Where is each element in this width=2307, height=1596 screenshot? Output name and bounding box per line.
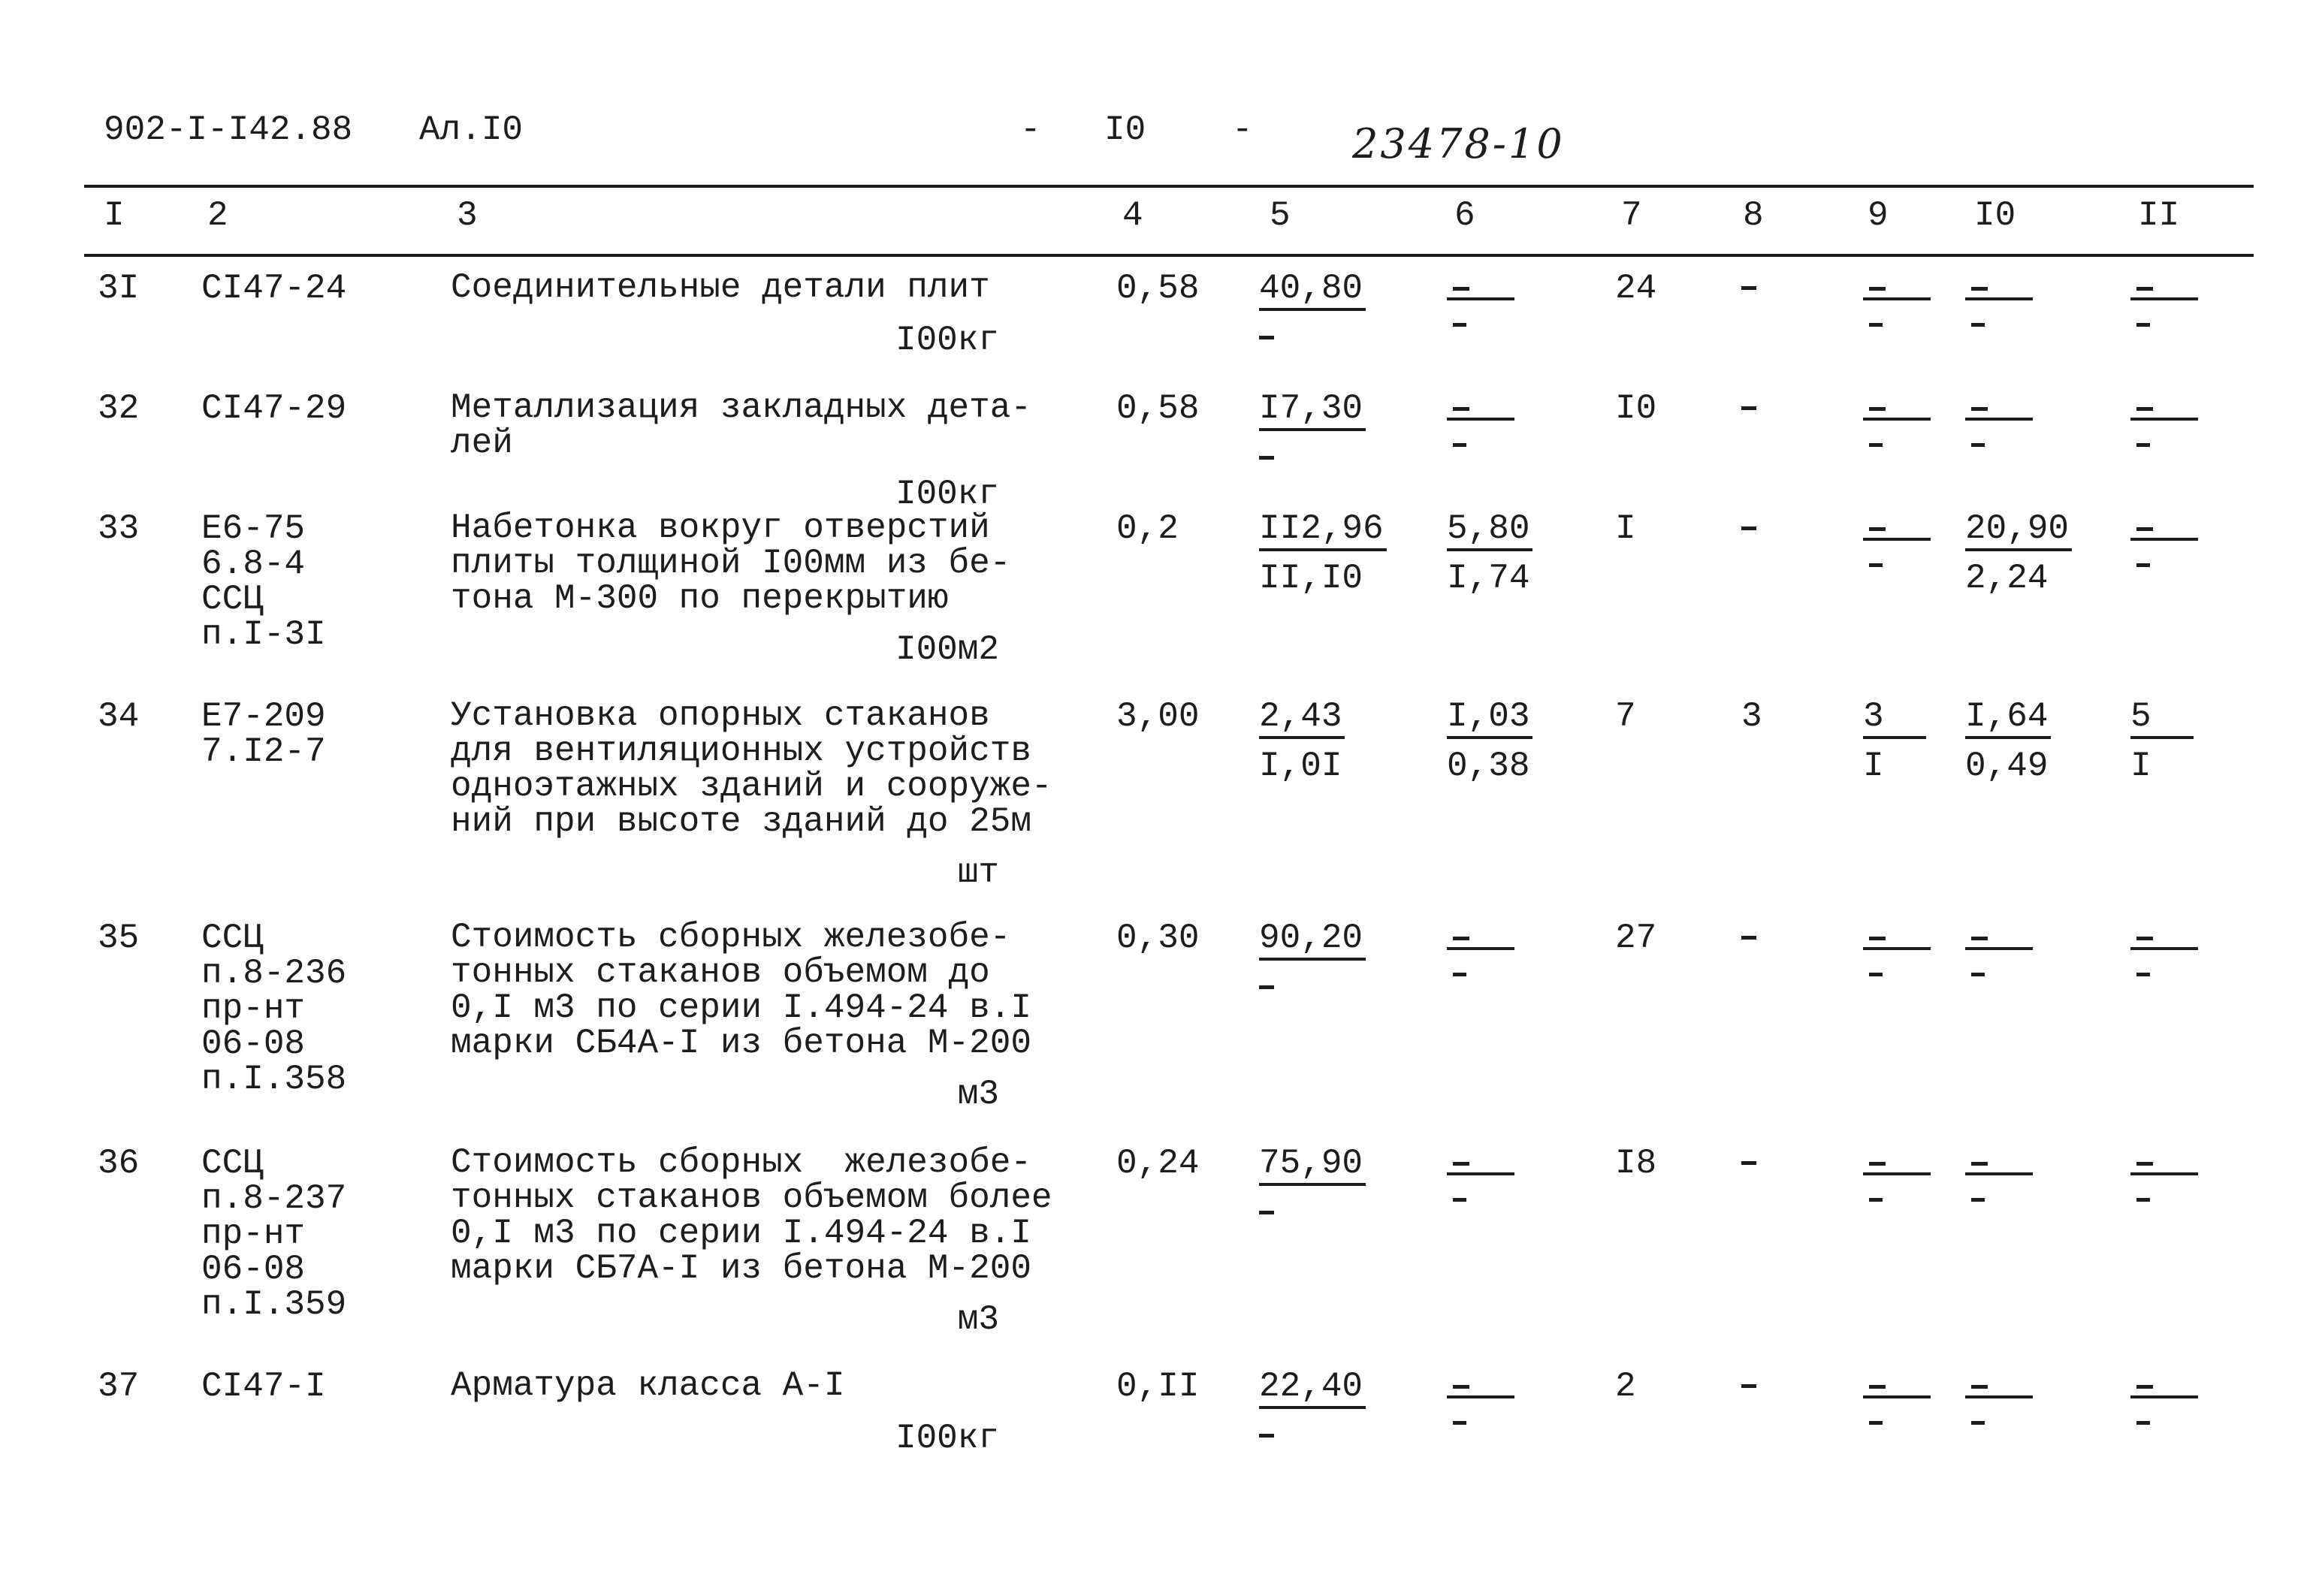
rate-code: пр-нт (201, 989, 306, 1028)
col11-empty-bottom-dash (2136, 563, 2150, 567)
col8-value (1741, 1368, 1756, 1404)
quantity: 3,00 (1116, 697, 1200, 736)
col6-cost-denominator: I,74 (1447, 559, 1530, 598)
col6-cost-denominator: 0,38 (1447, 747, 1530, 786)
work-description: Стоимость сборных железобе- тонных стаканов объемом до 0,I м3 по серии I.494-24 в.I марки СБ4А-I из бетона М-200 (451, 918, 1031, 1063)
col6-empty-bottom-dash (1453, 1198, 1466, 1202)
work-description: Набетонка вокруг отверстий плиты толщиной I00мм из бе- тона М-300 по перекрытию (451, 508, 1011, 618)
col6-empty-bottom-dash (1453, 1421, 1466, 1425)
col8-value (1741, 391, 1756, 427)
col11-empty-top-dash (2136, 937, 2153, 940)
col10-empty-line (1965, 1172, 2033, 1175)
col11-empty-top-dash (2136, 1162, 2153, 1166)
col9-empty-line (1863, 297, 1931, 300)
col5-cost-numerator: I7,30 (1259, 391, 1366, 431)
col9-empty (1863, 920, 1931, 988)
col8-value (1741, 1145, 1756, 1181)
row-number: 33 (98, 509, 140, 548)
col10-value-numerator: I,64 (1965, 698, 2051, 739)
col5-cost-denominator (1259, 440, 1366, 476)
col5-cost-numerator: 2,43 (1259, 698, 1345, 739)
col11-empty-line (2130, 947, 2198, 950)
col9-value (1863, 698, 1926, 784)
work-description: Металлизация закладных дета- лей (451, 388, 1031, 463)
col11-empty-line (2130, 418, 2198, 421)
rate-code: ССЦ (201, 919, 264, 958)
col6-empty-top-dash (1453, 287, 1469, 291)
col11-empty (2130, 1145, 2198, 1213)
col10-value-numerator: 20,90 (1965, 511, 2072, 551)
unit-of-measure: м3 (957, 1300, 999, 1339)
col9-empty-line (1863, 418, 1931, 421)
col5-cost-denominator (1259, 1195, 1366, 1231)
work-description: Соединительные детали плит (451, 268, 990, 307)
col9-empty-top-dash (1869, 1385, 1886, 1389)
col10-empty-bottom-dash (1971, 973, 1985, 976)
col9-empty (1863, 391, 1931, 458)
col11-empty-top-dash (2136, 527, 2153, 531)
rate-code: 7.I2-7 (201, 732, 326, 771)
col9-empty-bottom-dash (1869, 1198, 1883, 1202)
row-number: 35 (98, 919, 140, 958)
col5-cost (1259, 1145, 1366, 1231)
col-num-8: 8 (1743, 196, 1764, 235)
dash-mark (1259, 336, 1274, 339)
col9-empty-bottom-dash (1869, 563, 1883, 567)
rate-code: ССЦ (201, 580, 264, 619)
rate-code: CI47-I (201, 1367, 326, 1406)
col6-empty-top-dash (1453, 1162, 1469, 1166)
col8-value: 3 (1741, 697, 1762, 736)
rate-code: пр-нт (201, 1214, 306, 1254)
rate-code: 6.8-4 (201, 545, 306, 584)
col5-cost-numerator: II2,96 (1259, 511, 1387, 551)
col11-empty-line (2130, 297, 2198, 300)
col5-cost (1259, 391, 1366, 476)
header-rule-bottom (84, 254, 2254, 257)
work-description: Установка опорных стаканов для вентиляционных устройств одноэтажных зданий и сооруже- ний при высоте зданий до 25м (451, 696, 1052, 841)
header-rule-top (84, 185, 2254, 188)
col10-empty-top-dash (1971, 1385, 1988, 1389)
col-num-11: II (2138, 196, 2180, 235)
col11-empty-line (2130, 1395, 2198, 1398)
col6-empty-line (1447, 297, 1514, 300)
col9-empty-line (1863, 538, 1931, 541)
col11-empty (2130, 511, 2198, 578)
page-number: I0 (1104, 110, 1146, 149)
col7-value: 2 (1615, 1367, 1636, 1406)
col7-value: I (1615, 509, 1636, 548)
col10-empty-top-dash (1971, 287, 1988, 291)
col6-empty-line (1447, 418, 1514, 421)
col9-empty (1863, 1368, 1931, 1436)
col5-cost-denominator: I,0I (1259, 747, 1342, 786)
inventory-number: 23478-10 (1352, 120, 1565, 167)
col10-empty-line (1965, 297, 2033, 300)
col10-empty-bottom-dash (1971, 1198, 1985, 1202)
col5-cost (1259, 1368, 1366, 1454)
col7-value: I0 (1615, 389, 1657, 428)
rate-code: п.I.359 (201, 1285, 347, 1324)
col10-empty-top-dash (1971, 1162, 1988, 1166)
col9-empty-line (1863, 1395, 1931, 1398)
dash-mark (1741, 1384, 1756, 1388)
col8-value (1741, 511, 1756, 547)
unit-of-measure: шт (957, 853, 999, 892)
col11-empty-top-dash (2136, 407, 2153, 411)
rate-code: CI47-29 (201, 389, 347, 428)
row-number: 34 (98, 697, 140, 736)
col5-cost-denominator (1259, 320, 1366, 356)
col9-empty-top-dash (1869, 937, 1886, 940)
col6-empty-top-dash (1453, 1385, 1469, 1389)
col10-empty-bottom-dash (1971, 323, 1985, 327)
col5-cost-numerator: 22,40 (1259, 1368, 1366, 1409)
col9-empty (1863, 270, 1931, 338)
row-number: 36 (98, 1144, 140, 1183)
col6-empty-bottom-dash (1453, 323, 1466, 327)
rate-code: CI47-24 (201, 269, 347, 308)
col7-value: 7 (1615, 697, 1636, 736)
col7-value: I8 (1615, 1144, 1657, 1183)
row-number: 32 (98, 389, 140, 428)
col9-empty (1863, 1145, 1931, 1213)
col10-value (1965, 698, 2051, 784)
quantity: 0,58 (1116, 269, 1200, 308)
work-description: Арматура класса А-I (451, 1366, 845, 1405)
dash-mark (1741, 286, 1756, 290)
dash-mark (1259, 456, 1274, 460)
col11-empty (2130, 391, 2198, 458)
col11-empty-bottom-dash (2136, 1198, 2150, 1202)
dash-mark (1259, 1434, 1274, 1438)
unit-of-measure: I00м2 (895, 630, 999, 669)
col10-empty-top-dash (1971, 937, 1988, 940)
col9-empty (1863, 511, 1931, 578)
col6-cost-numerator: 5,80 (1447, 511, 1532, 551)
col11-empty-bottom-dash (2136, 1421, 2150, 1425)
col5-cost-denominator (1259, 1418, 1366, 1454)
col10-empty (1965, 270, 2033, 338)
dash-mark (1259, 1211, 1274, 1214)
page-dash-left: - (1020, 110, 1041, 149)
col-num-7: 7 (1621, 196, 1642, 235)
rate-code: ССЦ (201, 1144, 264, 1183)
col5-cost-numerator: 75,90 (1259, 1145, 1366, 1186)
col10-empty-bottom-dash (1971, 443, 1985, 447)
col10-empty (1965, 1368, 2033, 1436)
dash-mark (1741, 936, 1756, 940)
col11-empty-bottom-dash (2136, 973, 2150, 976)
col9-empty-top-dash (1869, 527, 1886, 531)
dash-mark (1259, 985, 1274, 989)
col5-cost (1259, 511, 1387, 596)
col-num-4: 4 (1122, 196, 1143, 235)
col7-value: 24 (1615, 269, 1657, 308)
dash-mark (1741, 1161, 1756, 1165)
col10-empty-bottom-dash (1971, 1421, 1985, 1425)
col8-value (1741, 270, 1756, 306)
row-number: 3I (98, 269, 140, 308)
col11-value-denominator: I (2130, 747, 2151, 786)
quantity: 0,24 (1116, 1144, 1200, 1183)
col10-value-denominator: 2,24 (1965, 559, 2049, 598)
col11-empty-bottom-dash (2136, 323, 2150, 327)
quantity: 0,58 (1116, 389, 1200, 428)
rate-code: E7-209 (201, 697, 326, 736)
rate-code: 06-08 (201, 1250, 306, 1289)
col10-value (1965, 511, 2072, 596)
col9-empty-line (1863, 1172, 1931, 1175)
col6-cost-numerator: I,03 (1447, 698, 1532, 739)
col9-empty-bottom-dash (1869, 443, 1883, 447)
col6-empty (1447, 391, 1514, 458)
col-num-9: 9 (1868, 196, 1889, 235)
col6-empty-bottom-dash (1453, 443, 1466, 447)
col5-cost (1259, 698, 1345, 784)
col-num-6: 6 (1454, 196, 1475, 235)
dash-mark (1741, 406, 1756, 410)
col10-empty-line (1965, 418, 2033, 421)
rate-code: п.I.358 (201, 1060, 347, 1099)
col5-cost (1259, 270, 1366, 356)
col9-empty-top-dash (1869, 407, 1886, 411)
col10-empty-top-dash (1971, 407, 1988, 411)
unit-of-measure: м3 (957, 1075, 999, 1114)
col9-empty-top-dash (1869, 1162, 1886, 1166)
dash-mark (1741, 526, 1756, 530)
col6-empty-line (1447, 1172, 1514, 1175)
quantity: 0,30 (1116, 919, 1200, 958)
col9-empty-bottom-dash (1869, 323, 1883, 327)
col9-empty-top-dash (1869, 287, 1886, 291)
rate-code: 06-08 (201, 1024, 306, 1063)
col9-empty-bottom-dash (1869, 1421, 1883, 1425)
col7-value: 27 (1615, 919, 1657, 958)
unit-of-measure: I00кг (895, 321, 999, 360)
col10-empty-line (1965, 1395, 2033, 1398)
row-number: 37 (98, 1367, 140, 1406)
col11-empty-top-dash (2136, 287, 2153, 291)
col10-value-denominator: 0,49 (1965, 747, 2049, 786)
quantity: 0,2 (1116, 509, 1179, 548)
rate-code: E6-75 (201, 509, 306, 548)
col6-empty (1447, 1145, 1514, 1213)
col11-value-numerator: 5 (2130, 698, 2194, 739)
col-num-1: I (104, 196, 125, 235)
col-num-3: 3 (457, 196, 478, 235)
col-num-2: 2 (207, 196, 228, 235)
col6-empty (1447, 920, 1514, 988)
col11-empty-bottom-dash (2136, 443, 2150, 447)
col6-empty (1447, 270, 1514, 338)
col10-empty (1965, 1145, 2033, 1213)
col6-empty (1447, 1368, 1514, 1436)
col11-empty (2130, 1368, 2198, 1436)
col11-value (2130, 698, 2194, 784)
rate-code: п.I-3I (201, 615, 326, 654)
col9-value-numerator: 3 (1863, 698, 1926, 739)
unit-of-measure: I00кг (895, 475, 999, 514)
col9-empty-bottom-dash (1869, 973, 1883, 976)
col6-empty-top-dash (1453, 937, 1469, 940)
col9-value-denominator: I (1863, 747, 1884, 786)
work-description: Стоимость сборных железобе- тонных стаканов объемом более 0,I м3 по серии I.494-24 в.I марки СБ7А-I из бетона М-200 (451, 1143, 1052, 1288)
col6-empty-line (1447, 947, 1514, 950)
col11-empty-line (2130, 1172, 2198, 1175)
rate-code: п.8-236 (201, 954, 347, 993)
col6-cost (1447, 698, 1532, 784)
col10-empty-line (1965, 947, 2033, 950)
col11-empty-line (2130, 538, 2198, 541)
album-number: Ал.I0 (419, 110, 524, 149)
col-num-10: I0 (1974, 196, 2016, 235)
col10-empty (1965, 920, 2033, 988)
col5-cost (1259, 920, 1366, 1006)
col6-empty-line (1447, 1395, 1514, 1398)
col6-empty-bottom-dash (1453, 973, 1466, 976)
document-code: 902-I-I42.88 (104, 110, 353, 149)
col10-empty (1965, 391, 2033, 458)
quantity: 0,II (1116, 1367, 1200, 1406)
col-num-5: 5 (1270, 196, 1291, 235)
col11-empty (2130, 920, 2198, 988)
col5-cost-denominator: II,I0 (1259, 559, 1363, 598)
page-dash-right: - (1232, 110, 1253, 149)
col9-empty-line (1863, 947, 1931, 950)
col8-value (1741, 920, 1756, 956)
unit-of-measure: I00кг (895, 1419, 999, 1458)
col11-empty (2130, 270, 2198, 338)
rate-code: п.8-237 (201, 1179, 347, 1218)
col5-cost-denominator (1259, 970, 1366, 1006)
col6-cost (1447, 511, 1532, 596)
col6-empty-top-dash (1453, 407, 1469, 411)
col5-cost-numerator: 90,20 (1259, 920, 1366, 961)
col11-empty-top-dash (2136, 1385, 2153, 1389)
col5-cost-numerator: 40,80 (1259, 270, 1366, 311)
